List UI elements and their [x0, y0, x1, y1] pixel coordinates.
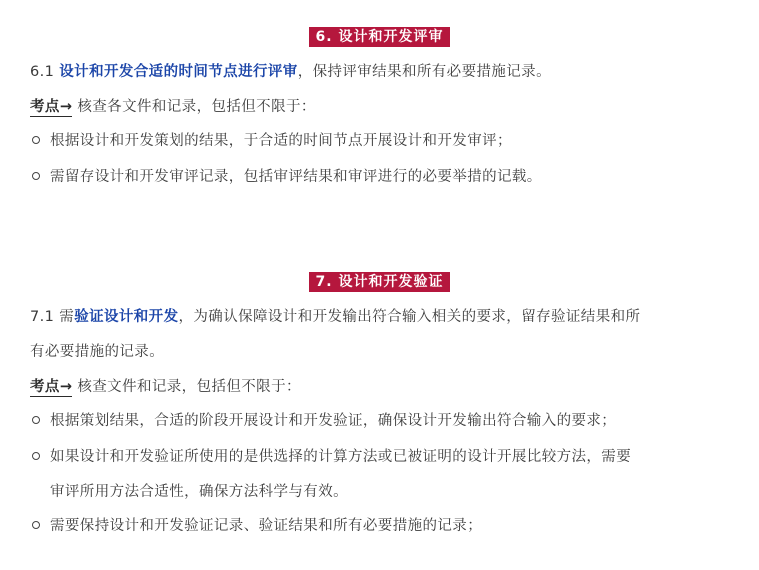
section-7-intro-cont [30, 342, 729, 362]
list-item-text: 根据设计和开发策划的结果，于合适的时间节点开展设计和开发审评； [50, 133, 512, 149]
section-7-intro [30, 307, 729, 327]
section-6-title [0, 26, 759, 47]
intro-pre: 需 [59, 309, 75, 325]
section-6-intro [30, 62, 729, 82]
section-7-title-label: 7. 设计和开发验证 [309, 272, 451, 292]
kaodian-label [30, 379, 72, 397]
kaodian-label-text: 考点 [30, 379, 60, 395]
list-item [50, 516, 729, 536]
bullet-icon [32, 452, 40, 460]
kaodian-text: 核查各文件和记录，包括但不限于： [72, 99, 316, 115]
list-item-cont [50, 482, 729, 502]
bullet-icon [32, 172, 40, 180]
list-item-text: 根据策划结果，合适的阶段开展设计和开发验证，确保设计开发输出符合输入的要求； [50, 413, 617, 429]
bullet-icon [32, 416, 40, 424]
list-item-text: 需要保持设计和开发验证记录、验证结果和所有必要措施的记录； [50, 518, 483, 534]
intro-highlight: 设计和开发合适的时间节点进行评审 [59, 64, 298, 80]
arrow-icon: → [59, 99, 73, 115]
section-6-kaodian [30, 97, 729, 117]
list-item [50, 411, 729, 431]
list-item [50, 167, 729, 187]
intro-number: 7.1 [30, 309, 60, 325]
kaodian-label-text: 考点 [30, 99, 60, 115]
intro-text-cont: 有必要措施的记录。 [30, 344, 165, 360]
intro-text: ，保持评审结果和所有必要措施记录。 [297, 64, 551, 80]
list-item [50, 131, 729, 151]
section-6-title-label: 6. 设计和开发评审 [309, 27, 451, 47]
intro-highlight: 验证设计和开发 [74, 309, 179, 325]
section-7-kaodian [30, 377, 729, 397]
arrow-icon: → [59, 379, 73, 395]
list-item-text: 审评所用方法合适性，确保方法科学与有效。 [50, 484, 348, 500]
kaodian-text: 核查文件和记录，包括但不限于： [72, 379, 301, 395]
section-7-title [0, 271, 759, 292]
bullet-icon [32, 136, 40, 144]
intro-number: 6.1 [30, 64, 60, 80]
list-item-text: 需留存设计和开发审评记录，包括审评结果和审评进行的必要举措的记载。 [50, 169, 542, 185]
kaodian-label [30, 99, 72, 117]
bullet-icon [32, 521, 40, 529]
list-item [50, 447, 729, 467]
intro-text: ，为确认保障设计和开发输出符合输入相关的要求，留存验证结果和所 [178, 309, 641, 325]
list-item-text: 如果设计和开发验证所使用的是供选择的计算方法或已被证明的设计开展比较方法，需要 [50, 449, 632, 465]
